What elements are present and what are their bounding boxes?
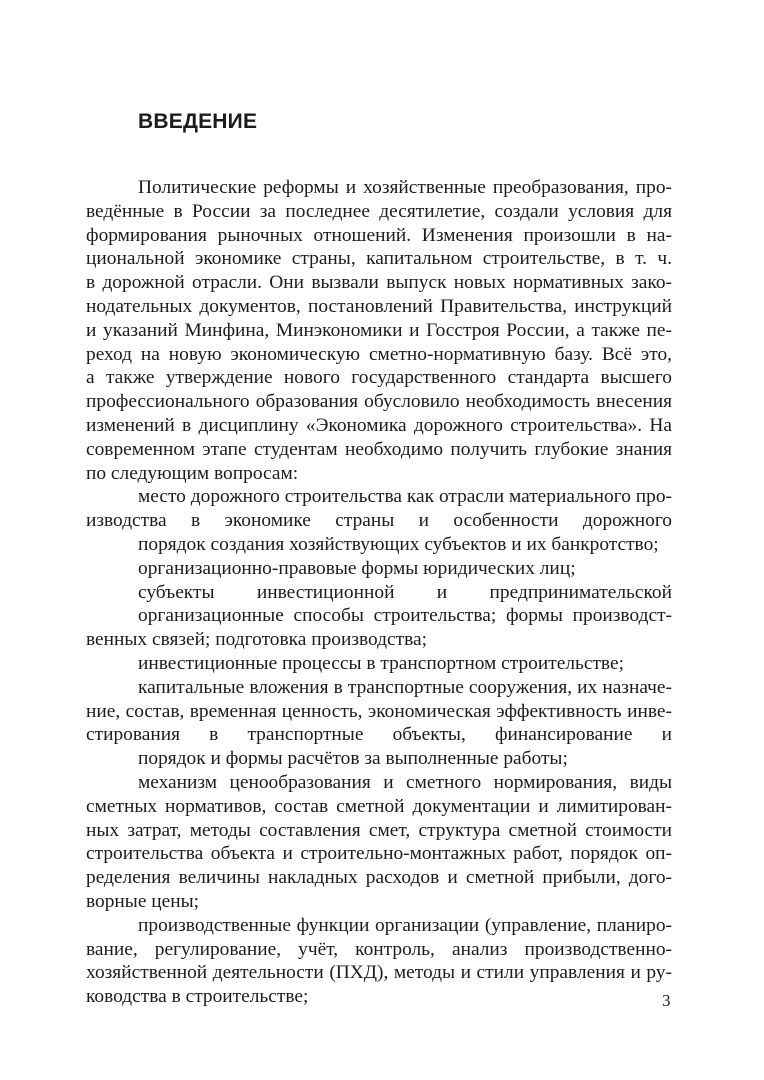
text-line: организационные способы строительства; формы производст- — [138, 605, 672, 627]
text-line: хозяйственной деятельности (ПХД), методы и стили управления и ру- — [86, 962, 672, 984]
text-line: механизм ценообразования и сметного нормирования, виды — [138, 771, 672, 793]
text-line: изводства в экономике страны и особенности дорожного — [86, 510, 672, 532]
text-line: венных связей; подготовка производства; — [86, 629, 428, 651]
page-number: 3 — [662, 991, 671, 1010]
text-line: ределения величины накладных расходов и сметной прибыли, дого- — [86, 867, 672, 889]
text-line: по следующим вопросам: — [86, 462, 299, 484]
page-title: ВВЕДЕНИЕ — [138, 110, 258, 133]
text-line: порядок создания хозяйствующих субъектов и их банкротство; — [138, 533, 659, 555]
text-line: субъекты инвестиционной и предпринимательской — [138, 581, 672, 603]
text-line: ворные цены; — [86, 890, 200, 912]
text-line: в дорожной отрасли. Они вызвали выпуск новых нормативных зако- — [86, 272, 672, 294]
text-line: место дорожного строительства как отрасли материального про- — [138, 486, 672, 508]
text-line: ние, состав, временная ценность, экономическая эффективность инве- — [86, 700, 672, 722]
text-line: реход на новую экономическую сметно-нормативную базу. Всё это, — [86, 343, 672, 365]
text-line: производственные функции организации (управление, планиро- — [138, 914, 672, 936]
body-text — [86, 176, 672, 1009]
text-line: строительства объекта и строительно-монтажных работ, порядок оп- — [86, 843, 672, 865]
text-line: инвестиционные процессы в транспортном строительстве; — [138, 652, 624, 674]
text-line: циональной экономике страны, капитальном строительстве, в т. ч. — [86, 248, 672, 270]
text-line: вание, регулирование, учёт, контроль, анализ производственно- — [86, 938, 672, 960]
text-line: порядок и формы расчётов за выполненные работы; — [138, 748, 568, 770]
text-line: ных затрат, методы составления смет, структура сметной стоимости — [86, 819, 672, 841]
text-line: Политические реформы и хозяйственные преобразования, про- — [138, 177, 672, 198]
text-line: профессионального образования обусловило необходимость внесения — [86, 391, 672, 413]
text-line: и указаний Минфина, Минэкономики и Госстроя России, а также пе- — [86, 319, 672, 341]
text-line: ководства в строительстве; — [86, 986, 309, 1008]
text-line: изменений в дисциплину «Экономика дорожного строительства». На — [86, 414, 672, 436]
text-line: капитальные вложения в транспортные сооружения, их назначе- — [138, 676, 672, 698]
text-line: формирования рыночных отношений. Изменения произошли в на- — [86, 224, 672, 246]
text-line: ведённые в России за последнее десятилетие, создали условия для — [86, 200, 672, 222]
text-line: а также утверждение нового государственного стандарта высшего — [86, 367, 672, 389]
text-line: современном этапе студентам необходимо получить глубокие знания — [86, 438, 672, 460]
text-line: организационно-правовые формы юридических лиц; — [138, 557, 576, 579]
text-line: сметных нормативов, состав сметной документации и лимитирован- — [86, 795, 672, 817]
text-line: стирования в транспортные объекты, финансирование и — [86, 724, 672, 746]
text-line: нодательных документов, постановлений Правительства, инструкций — [86, 295, 672, 317]
